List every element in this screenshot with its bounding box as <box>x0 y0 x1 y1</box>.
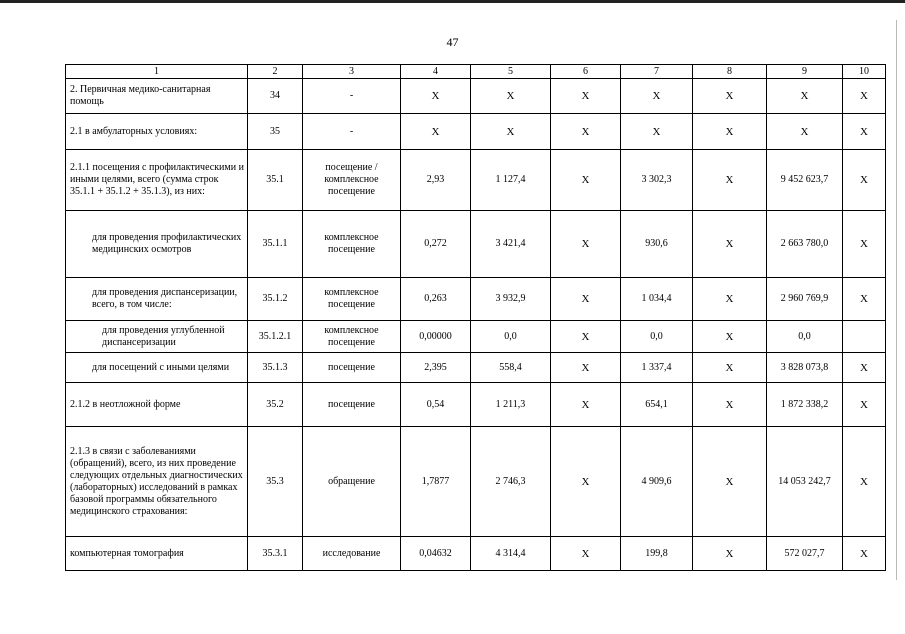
table-row <box>66 278 886 321</box>
table-cell: X <box>767 114 843 150</box>
unit-cell: обращение <box>303 427 401 537</box>
table-cell: X <box>471 79 551 114</box>
header-cell: 1 <box>66 65 248 79</box>
table-cell: 0,0 <box>471 321 551 353</box>
header-cell: 4 <box>401 65 471 79</box>
header-cell: 8 <box>693 65 767 79</box>
table-cell: X <box>843 278 886 321</box>
table-cell: X <box>843 353 886 383</box>
unit-cell: комплексное посещение <box>303 321 401 353</box>
row-code: 35.1.2 <box>248 278 303 321</box>
table-cell: 558,4 <box>471 353 551 383</box>
table-cell: X <box>693 114 767 150</box>
row-code: 35 <box>248 114 303 150</box>
table-cell: X <box>767 79 843 114</box>
table-row <box>66 321 886 353</box>
unit-cell: исследование <box>303 537 401 571</box>
table-cell: X <box>401 79 471 114</box>
table-cell: 3 932,9 <box>471 278 551 321</box>
table-cell: X <box>401 114 471 150</box>
row-label: 2.1.3 в связи с заболеваниями (обращений), всего, из них проведение следующих отдельных диагностических (лабораторных) исследований в рамках базовой программы обязательного медицинского страхования: <box>66 427 248 537</box>
table-cell: X <box>693 321 767 353</box>
table-cell: X <box>551 537 621 571</box>
row-code: 35.3 <box>248 427 303 537</box>
table-row <box>66 427 886 537</box>
row-code: 35.1.1 <box>248 211 303 278</box>
table-cell: X <box>693 211 767 278</box>
table-cell: 2 746,3 <box>471 427 551 537</box>
table-cell: 654,1 <box>621 383 693 427</box>
table-cell: 14 053 242,7 <box>767 427 843 537</box>
table-cell: X <box>843 114 886 150</box>
table-cell: 1,7877 <box>401 427 471 537</box>
row-label: 2. Первичная медико-санитарная помощь <box>66 79 248 114</box>
table-cell: X <box>551 211 621 278</box>
table-cell: X <box>693 383 767 427</box>
row-code: 34 <box>248 79 303 114</box>
unit-cell: комплексное посещение <box>303 278 401 321</box>
unit-cell: комплексное посещение <box>303 211 401 278</box>
table-cell: X <box>843 211 886 278</box>
row-code: 35.3.1 <box>248 537 303 571</box>
page-number: 47 <box>446 35 459 49</box>
table-row <box>66 150 886 211</box>
table-cell: X <box>843 427 886 537</box>
table-cell: 199,8 <box>621 537 693 571</box>
table-cell: X <box>621 79 693 114</box>
table-cell <box>843 321 886 353</box>
table-cell: 0,00000 <box>401 321 471 353</box>
table-row <box>66 537 886 571</box>
table-cell: X <box>843 383 886 427</box>
header-cell: 3 <box>303 65 401 79</box>
row-label: для проведения профилактических медицинских осмотров <box>66 211 248 278</box>
row-label: 2.1.2 в неотложной форме <box>66 383 248 427</box>
table-cell: 3 302,3 <box>621 150 693 211</box>
header-cell: 2 <box>248 65 303 79</box>
table-cell: 2,395 <box>401 353 471 383</box>
table-cell: 1 127,4 <box>471 150 551 211</box>
row-label: компьютерная томография <box>66 537 248 571</box>
table-row <box>66 353 886 383</box>
table-cell: X <box>551 383 621 427</box>
table-cell: 2 663 780,0 <box>767 211 843 278</box>
header-cell: 5 <box>471 65 551 79</box>
table-cell: X <box>471 114 551 150</box>
row-code: 35.1.2.1 <box>248 321 303 353</box>
table-cell: X <box>551 114 621 150</box>
table-row <box>66 211 886 278</box>
table-cell: X <box>843 79 886 114</box>
table-cell: X <box>843 150 886 211</box>
row-label: для проведения диспансеризации, всего, в том числе: <box>66 278 248 321</box>
table-cell: 1 034,4 <box>621 278 693 321</box>
table-cell: X <box>843 537 886 571</box>
table-cell: 930,6 <box>621 211 693 278</box>
table-row <box>66 114 886 150</box>
table-cell: 2,93 <box>401 150 471 211</box>
unit-cell: - <box>303 79 401 114</box>
table-cell: 4 314,4 <box>471 537 551 571</box>
table-cell: X <box>551 278 621 321</box>
right-scan-edge <box>896 20 897 580</box>
table-cell: 0,0 <box>621 321 693 353</box>
table-cell: 3 421,4 <box>471 211 551 278</box>
table-cell: 1 337,4 <box>621 353 693 383</box>
unit-cell: посещение <box>303 353 401 383</box>
table-cell: X <box>551 150 621 211</box>
data-table <box>65 64 886 571</box>
table-cell: X <box>693 278 767 321</box>
header-cell: 7 <box>621 65 693 79</box>
table-cell: X <box>693 537 767 571</box>
table-cell: X <box>551 321 621 353</box>
table-cell: 4 909,6 <box>621 427 693 537</box>
table-cell: 0,263 <box>401 278 471 321</box>
table-cell: X <box>693 353 767 383</box>
row-code: 35.1.3 <box>248 353 303 383</box>
top-border-line <box>0 0 905 3</box>
row-code: 35.1 <box>248 150 303 211</box>
row-label: для проведения углубленной диспансеризации <box>66 321 248 353</box>
table-cell: X <box>551 79 621 114</box>
table-cell: X <box>621 114 693 150</box>
table-row <box>66 383 886 427</box>
table-cell: X <box>693 150 767 211</box>
table-cell: 0,54 <box>401 383 471 427</box>
table-cell: 0,272 <box>401 211 471 278</box>
table-cell: X <box>551 353 621 383</box>
table-cell: 1 211,3 <box>471 383 551 427</box>
table-cell: X <box>693 427 767 537</box>
table-cell: 572 027,7 <box>767 537 843 571</box>
table-row <box>66 79 886 114</box>
unit-cell: посещение <box>303 383 401 427</box>
table-cell: X <box>693 79 767 114</box>
header-cell: 9 <box>767 65 843 79</box>
unit-cell: - <box>303 114 401 150</box>
header-cell: 6 <box>551 65 621 79</box>
table-cell: X <box>551 427 621 537</box>
header-cell: 10 <box>843 65 886 79</box>
table-cell: 9 452 623,7 <box>767 150 843 211</box>
row-code: 35.2 <box>248 383 303 427</box>
table-cell: 0,04632 <box>401 537 471 571</box>
row-label: для посещений с иными целями <box>66 353 248 383</box>
table-cell: 3 828 073,8 <box>767 353 843 383</box>
table-cell: 1 872 338,2 <box>767 383 843 427</box>
unit-cell: посещение / комплексное посещение <box>303 150 401 211</box>
table-cell: 0,0 <box>767 321 843 353</box>
table-cell: 2 960 769,9 <box>767 278 843 321</box>
row-label: 2.1 в амбулаторных условиях: <box>66 114 248 150</box>
row-label: 2.1.1 посещения с профилактическими и иными целями, всего (сумма строк 35.1.1 + 35.1.2 + 35.1.3), из них: <box>66 150 248 211</box>
table-header-row <box>66 65 886 79</box>
